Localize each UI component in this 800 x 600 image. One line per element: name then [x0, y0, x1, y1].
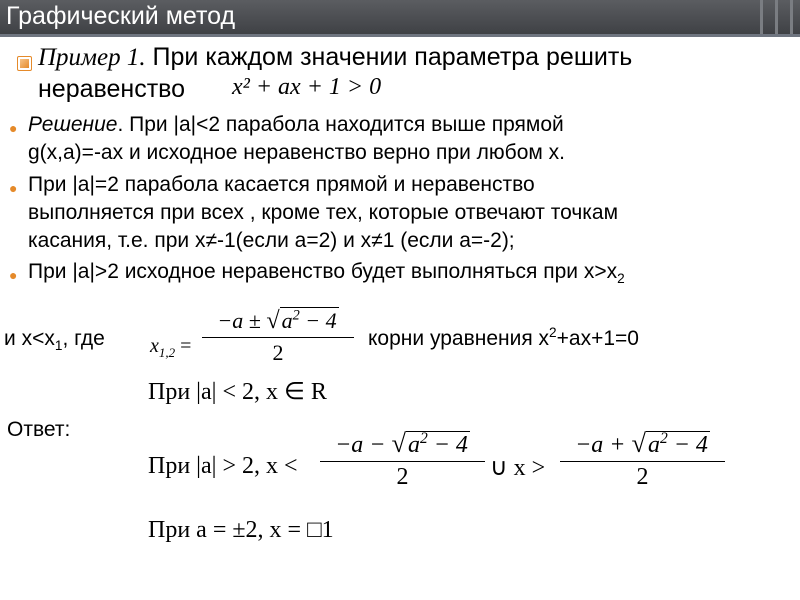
bullet-3-line-1: [28, 260, 625, 287]
case-2-numerator-2-prefix: −a +: [575, 432, 626, 458]
title-bar: [0, 0, 800, 34]
roots-label-exponent: 2: [549, 325, 557, 340]
bullet-dot-icon: ●: [9, 120, 18, 136]
continuation-text: [4, 327, 105, 354]
missing-glyph-box: □: [307, 517, 322, 543]
radicand-exponent: 2: [292, 307, 300, 324]
sqrt-icon: √: [391, 428, 406, 458]
sqrt-radicand: [646, 431, 710, 459]
title-bar-decoration: [760, 0, 763, 34]
bullet-1-line-2: g(x,a)=-ax и исходное неравенство верно при любом x.: [28, 141, 565, 164]
example-heading-line2: неравенство: [38, 75, 186, 103]
radicand-exponent: 2: [659, 430, 668, 447]
roots-numerator-prefix: −a ±: [217, 308, 261, 333]
roots-formula-subscript: 1,2: [158, 345, 176, 360]
case-2-numerator-2: [560, 428, 725, 459]
case-3-tail: 1: [321, 517, 334, 543]
roots-label-prefix: корни уравнения x: [368, 327, 550, 350]
radicand-exponent: 2: [419, 430, 428, 447]
fraction-bar: [320, 461, 485, 462]
continuation-subscript: 1: [54, 338, 63, 354]
slide-title: Графический метод: [6, 2, 236, 30]
case-2-denominator-1: 2: [396, 464, 409, 490]
case-3-formula: [148, 517, 334, 544]
roots-formula-numerator: [202, 307, 354, 335]
roots-label-suffix: +ax+1=0: [556, 327, 639, 350]
case-2-numerator-1-prefix: −a −: [335, 432, 386, 458]
radicand-rest: − 4: [667, 432, 708, 458]
case-2-union: ∪ x >: [490, 455, 546, 481]
sqrt-icon: √: [266, 307, 280, 334]
roots-formula-x: x: [150, 335, 159, 357]
sqrt-radicand: [280, 307, 339, 334]
checkbox-bullet-icon: [17, 56, 32, 71]
example-heading: [38, 43, 632, 72]
bullet-dot-icon: ●: [9, 267, 18, 283]
case-3-text: При a = ±2, x =: [148, 517, 308, 543]
title-bar-decoration: [775, 0, 778, 34]
bullet-2-line-2: выполняется при всех , кроме тех, которые отвечают точкам: [28, 201, 619, 224]
inequality-formula: x² + ax + 1 > 0: [232, 74, 382, 100]
bullet-3-text: При |a|>2 исходное неравенство будет выполняться при x>x: [28, 260, 618, 283]
case-2-prefix: При |a| > 2, x <: [148, 453, 298, 479]
roots-formula-denominator: 2: [272, 340, 284, 365]
radicand-rest: − 4: [427, 432, 468, 458]
case-2-fraction-2: [560, 428, 725, 491]
title-underline: [0, 34, 800, 37]
roots-formula-fraction: [202, 307, 354, 366]
roots-equation-label: [368, 327, 639, 351]
roots-formula-equals: =: [180, 335, 192, 357]
example-heading-text: При каждом значении параметра решить: [145, 43, 633, 71]
radicand-base: a: [407, 432, 420, 458]
answer-label: Ответ:: [7, 418, 71, 441]
bullet-2-line-3: касания, т.е. при x≠-1(если a=2) и x≠1 (если a=-2);: [28, 229, 515, 252]
roots-formula-lhs: [150, 335, 191, 358]
bullet-3-subscript: 2: [617, 271, 625, 287]
title-bar-decoration: [790, 0, 793, 34]
fraction-bar: [202, 337, 354, 338]
case-1-formula: При |a| < 2, x ∈ R: [148, 379, 327, 405]
radicand-base: a: [647, 432, 660, 458]
case-2-fraction-1: [320, 428, 485, 491]
radicand-rest: − 4: [299, 308, 337, 333]
sqrt-icon: √: [631, 428, 646, 458]
case-2-denominator-2: 2: [636, 464, 649, 490]
example-label: Пример 1.: [38, 44, 146, 71]
radicand-base: a: [281, 308, 293, 333]
sqrt-radicand: [406, 431, 470, 459]
solution-label: Решение: [28, 113, 118, 136]
bullet-2-line-1: При |a|=2 парабола касается прямой и неравенство: [28, 173, 535, 196]
case-2-numerator-1: [320, 428, 485, 459]
bullet-1-line-1: [28, 113, 564, 137]
continuation-suffix: , где: [62, 327, 105, 350]
bullet-dot-icon: ●: [9, 180, 18, 196]
continuation-prefix: и x<x: [4, 327, 55, 350]
fraction-bar: [560, 461, 725, 462]
bullet-1-line-1-text: . При |a|<2 парабола находится выше прямой: [117, 113, 564, 136]
